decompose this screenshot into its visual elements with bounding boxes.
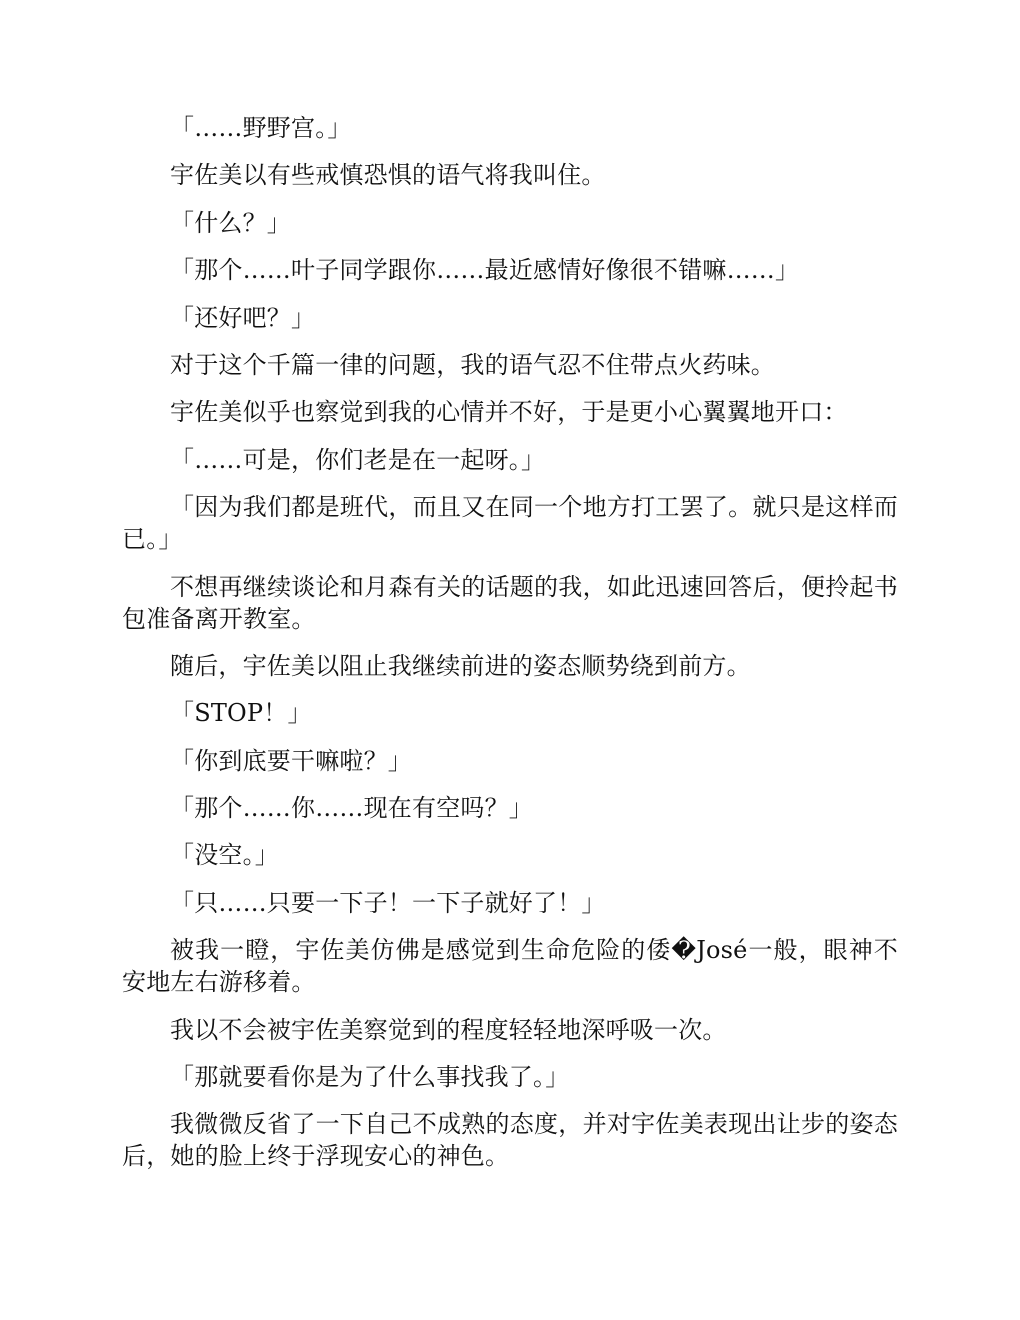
paragraph: 「什么？」: [170, 208, 291, 237]
paragraph: 「还好吧？」: [170, 303, 316, 332]
paragraph: 宇佐美似乎也察觉到我的心情并不好，于是更小心翼翼地开口：: [170, 398, 848, 427]
document-page: [122, 112, 898, 1188]
paragraph: 「STOP！」: [170, 699, 312, 728]
paragraph: 对于这个千篇一律的问题，我的语气忍不住带点火药味。: [170, 350, 775, 379]
paragraph: 宇佐美以有些戒慎恐惧的语气将我叫住。: [170, 161, 606, 190]
paragraph: 「只……只要一下子！一下子就好了！」: [170, 888, 606, 917]
paragraph: 随后，宇佐美以阻止我继续前进的姿态顺势绕到前方。: [170, 651, 751, 680]
paragraph: 我以不会被宇佐美察觉到的程度轻轻地深呼吸一次。: [170, 1015, 727, 1044]
paragraph: 「你到底要干嘛啦？」: [170, 746, 412, 775]
paragraph: 我微微反省了一下自己不成熟的态度，并对宇佐美表现出让步的姿态后，她的脸上终于浮现安心的神色。: [122, 1110, 898, 1171]
paragraph: 「没空。」: [170, 841, 279, 870]
paragraph: 不想再继续谈论和月森有关的话题的我，如此迅速回答后，便拎起书包准备离开教室。: [122, 572, 898, 633]
paragraph: 被我一瞪，宇佐美仿佛是感觉到生命危险的倭�José一般，眼神不安地左右游移着。: [122, 936, 898, 997]
paragraph: 「因为我们都是班代，而且又在同一个地方打工罢了。就只是这样而已。」: [122, 493, 898, 554]
paragraph: 「……野野宫。」: [170, 114, 352, 142]
paragraph: 「……可是，你们老是在一起呀。」: [170, 445, 546, 474]
paragraph: 「那个……你……现在有空吗？」: [170, 794, 533, 823]
paragraph: 「那就要看你是为了什么事找我了。」: [170, 1063, 570, 1092]
paragraph: 「那个……叶子同学跟你……最近感情好像很不错嘛……」: [170, 256, 800, 285]
